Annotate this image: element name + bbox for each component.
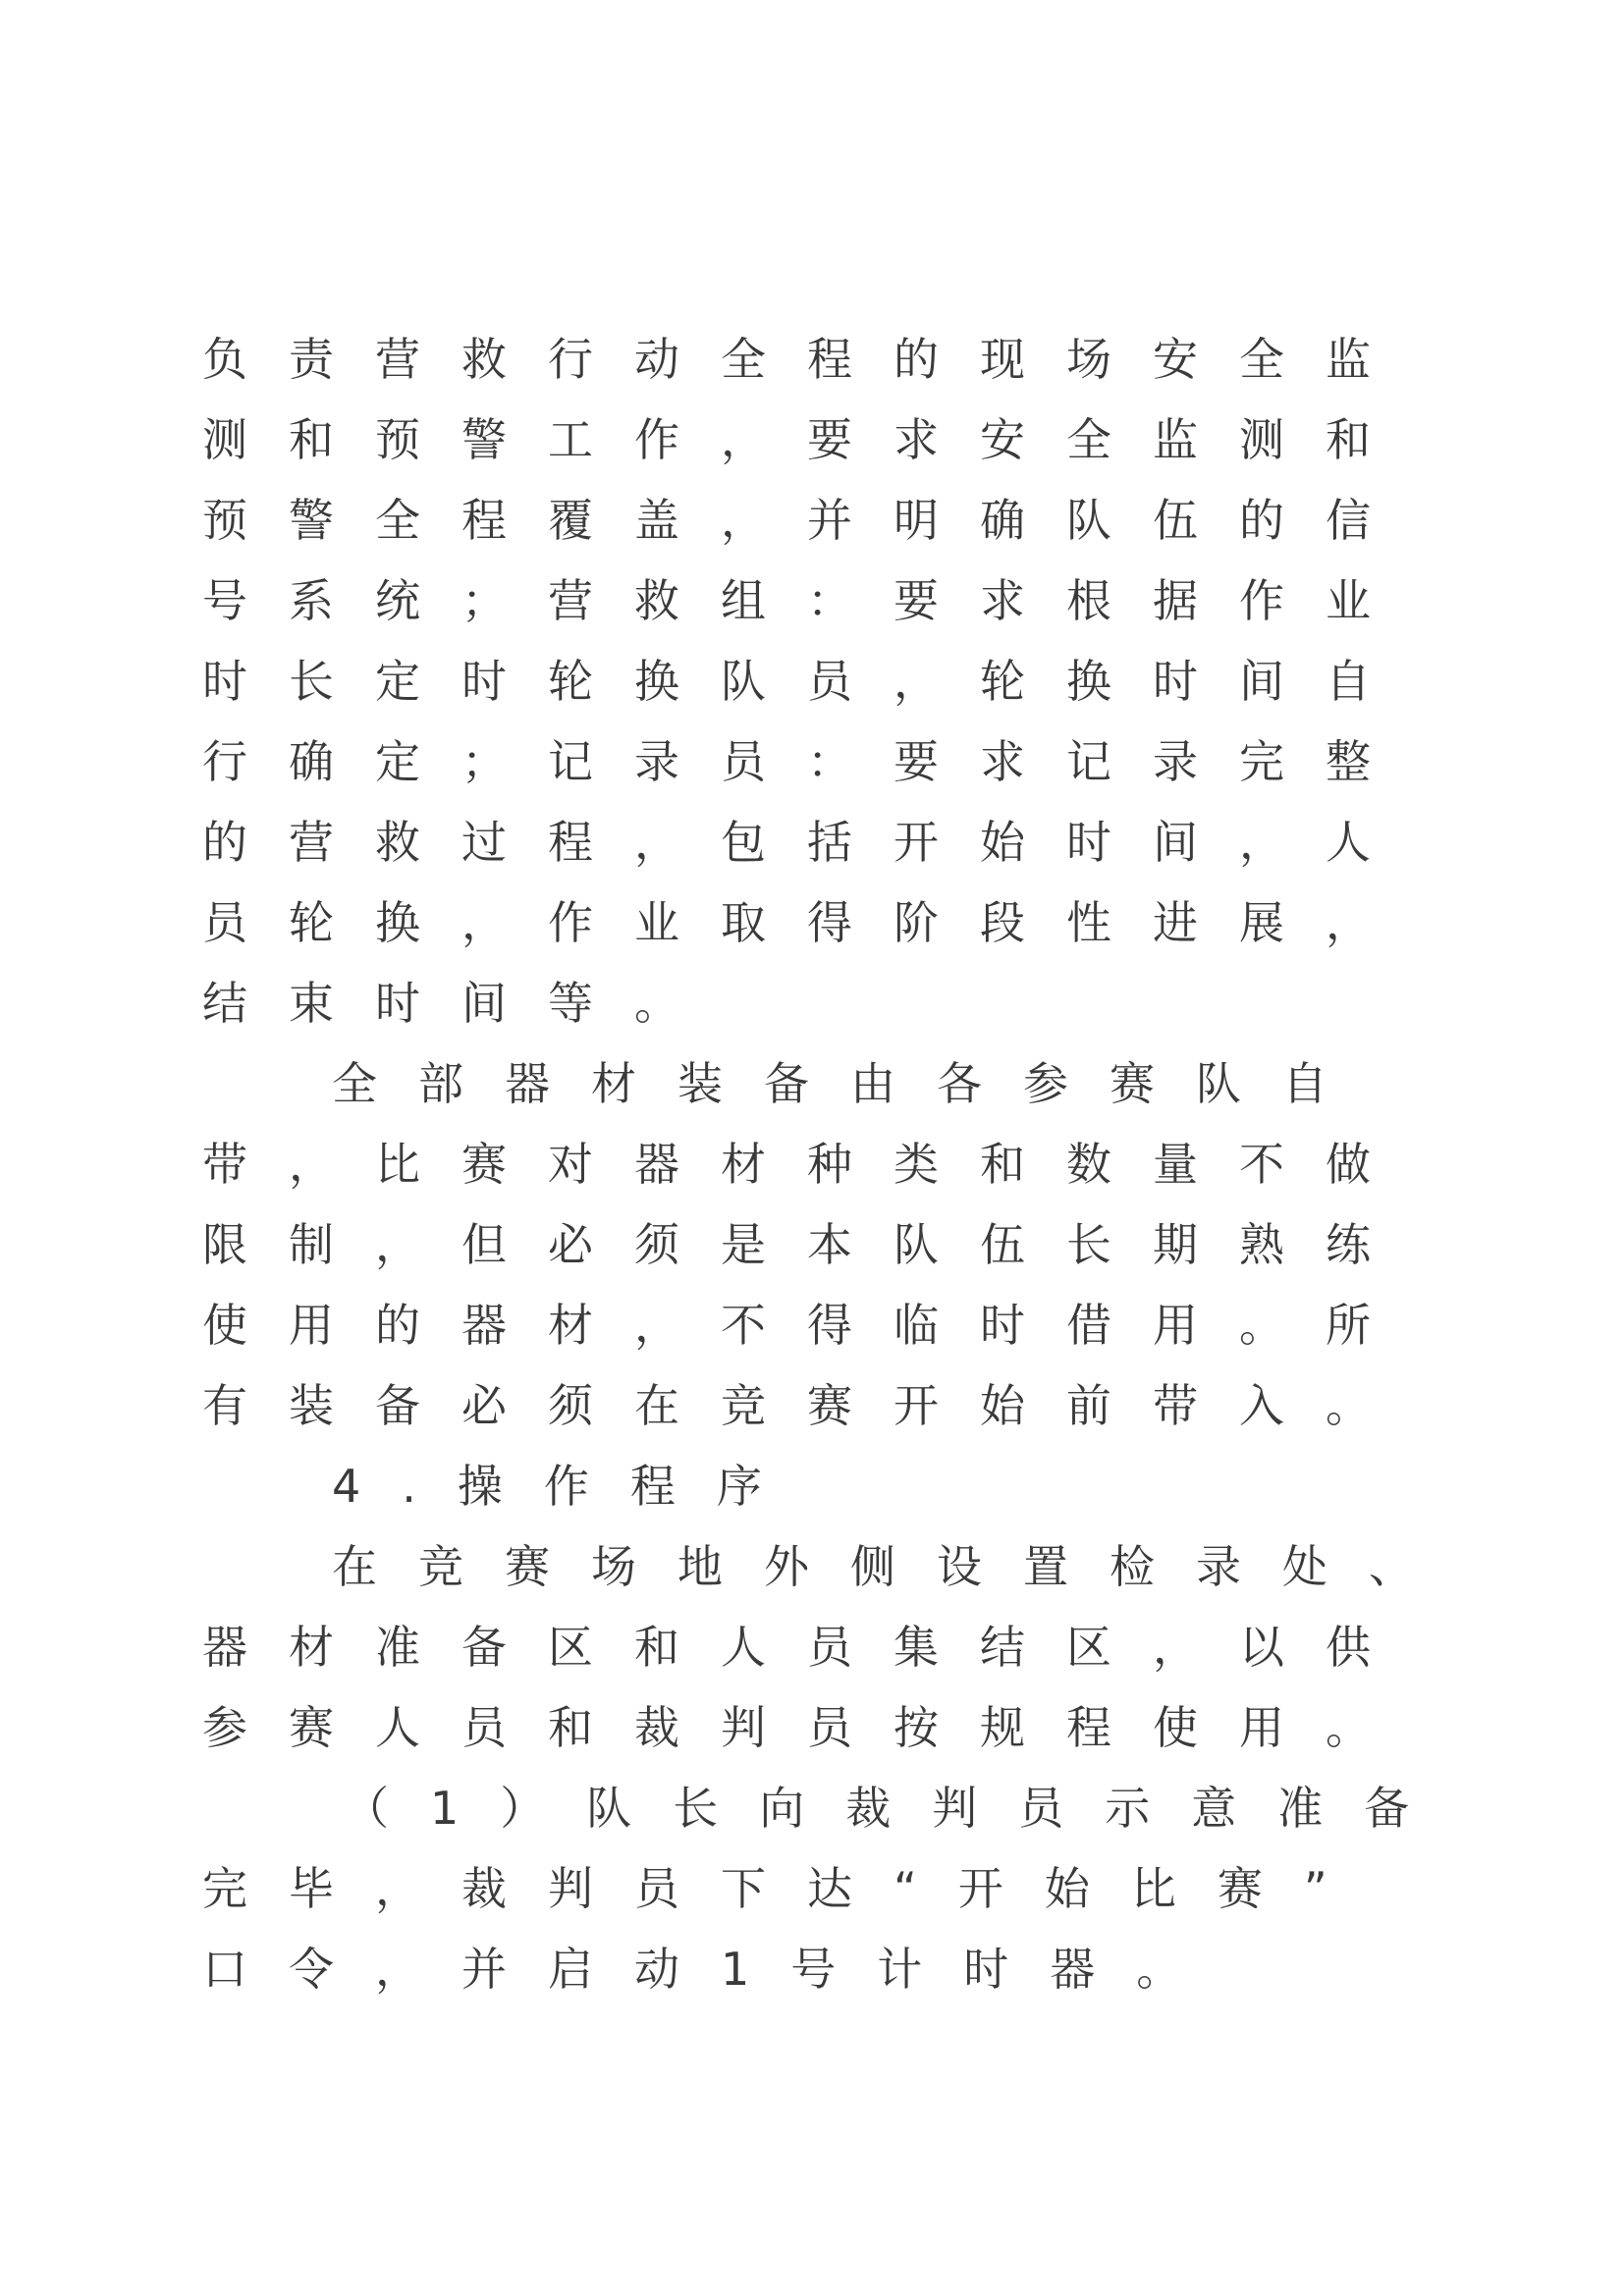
text-line-3: 预警全程覆盖，并明确队伍的信 (202, 494, 1412, 547)
text-line-11: 带，比赛对器材种类和数量不做 (202, 1138, 1412, 1191)
text-line-19: （1）队长向裁判员示意准备 (344, 1782, 1451, 1835)
text-line-5: 时长定时轮换队员，轮换时间自 (202, 655, 1412, 708)
text-line-18: 参赛人员和裁判员按规程使用。 (202, 1701, 1412, 1754)
text-line-2: 测和预警工作，要求安全监测和 (202, 413, 1412, 466)
text-line-20: 完毕，裁判员下达“开始比赛” (202, 1862, 1369, 1915)
text-line-14: 有装备必须在竞赛开始前带入。 (202, 1379, 1412, 1432)
text-line-13: 使用的器材，不得临时借用。所 (202, 1299, 1412, 1352)
text-line-16: 在竞赛场地外侧设置检录处、 (332, 1540, 1455, 1593)
text-line-9: 结束时间等。 (202, 977, 721, 1030)
text-line-10: 全部器材装备由各参赛队自 (332, 1057, 1369, 1110)
text-line-7: 的营救过程，包括开始时间，人 (202, 816, 1412, 869)
text-line-6: 行确定；记录员：要求记录完整 (202, 735, 1412, 788)
text-line-21: 口令，并启动1号计时器。 (202, 1943, 1223, 1996)
section-heading: 4.操作程序 (332, 1460, 803, 1513)
text-line-4: 号系统；营救组：要求根据作业 (202, 574, 1412, 627)
text-line-8: 员轮换，作业取得阶段性进展， (202, 896, 1412, 949)
text-line-1: 负责营救行动全程的现场安全监 (202, 333, 1412, 386)
text-line-12: 限制，但必须是本队伍长期熟练 (202, 1218, 1412, 1271)
text-line-17: 器材准备区和人员集结区，以供 (202, 1621, 1412, 1674)
